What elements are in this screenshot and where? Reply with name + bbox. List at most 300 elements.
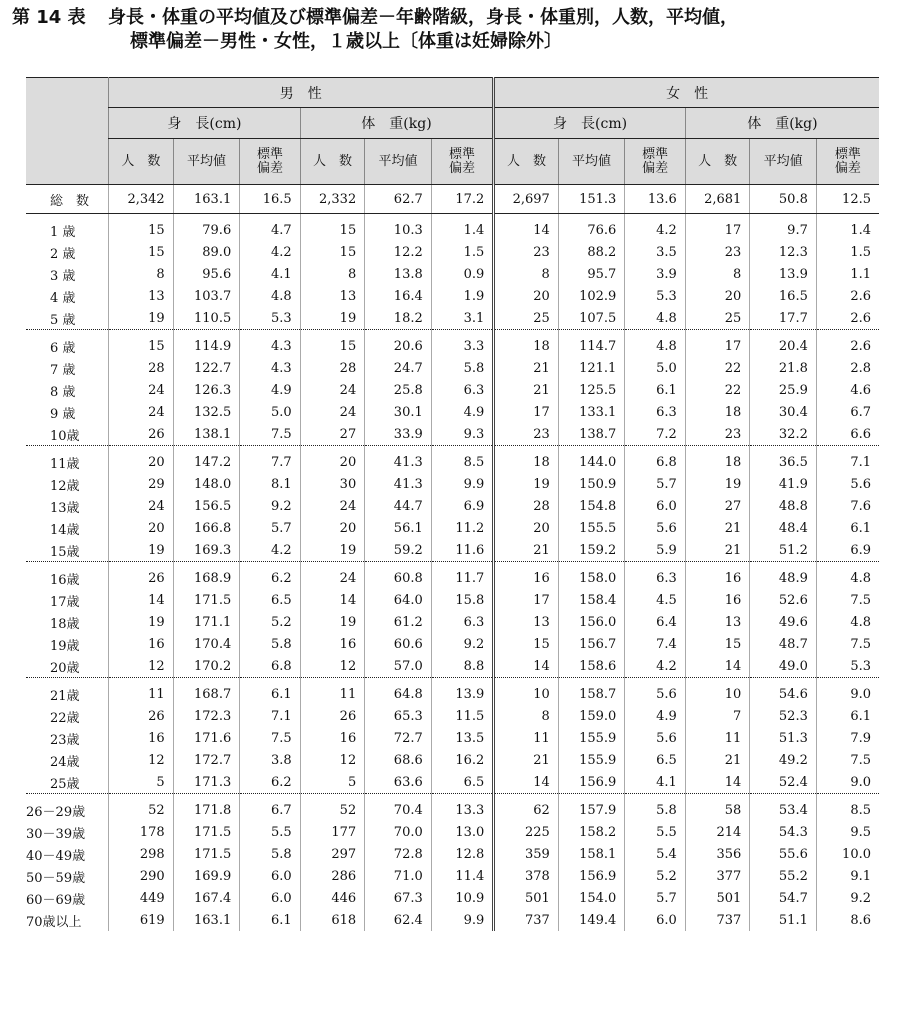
value-cell: 6.0 (625, 495, 685, 517)
value-cell: 121.1 (558, 357, 625, 379)
table-row (26, 705, 879, 727)
value-cell: 19 (494, 473, 559, 495)
value-cell: 18 (494, 330, 559, 358)
value-cell: 16 (300, 727, 365, 749)
value-cell: 72.7 (365, 727, 432, 749)
value-cell: 14 (494, 771, 559, 794)
age-label: 3 歳 (50, 268, 76, 284)
value-cell: 122.7 (173, 357, 240, 379)
value-cell: 14 (494, 655, 559, 678)
value-cell: 9.3 (431, 423, 494, 446)
age-label: 25歳 (26, 771, 109, 794)
value-cell: 20 (685, 285, 750, 307)
value-cell: 67.3 (365, 887, 432, 909)
value-cell: 14 (300, 589, 365, 611)
value-cell: 16 (494, 562, 559, 590)
value-cell: 4.2 (240, 241, 300, 263)
value-cell: 41.9 (750, 473, 817, 495)
value-cell: 4.9 (431, 401, 494, 423)
value-cell: 5.8 (240, 633, 300, 655)
table-row (26, 562, 879, 590)
value-cell: 156.5 (173, 495, 240, 517)
value-cell: 2,332 (300, 185, 365, 214)
value-cell: 1.5 (431, 241, 494, 263)
value-cell: 737 (685, 909, 750, 931)
table-row (26, 633, 879, 655)
value-cell: 155.9 (558, 749, 625, 771)
value-cell: 3.1 (431, 307, 494, 330)
value-cell: 297 (300, 843, 365, 865)
value-cell: 54.6 (750, 678, 817, 706)
value-cell: 150.9 (558, 473, 625, 495)
value-cell: 2,697 (494, 185, 559, 214)
table-row (26, 473, 879, 495)
value-cell: 89.0 (173, 241, 240, 263)
value-cell: 4.9 (240, 379, 300, 401)
age-label: 16歳 (50, 572, 80, 588)
value-cell: 20 (494, 285, 559, 307)
value-cell: 48.7 (750, 633, 817, 655)
value-cell: 7.5 (240, 423, 300, 446)
table-row (26, 611, 879, 633)
value-cell: 171.3 (173, 771, 240, 794)
value-cell: 1.5 (816, 241, 879, 263)
age-label: 6 歳 (50, 340, 76, 356)
value-cell: 6.5 (240, 589, 300, 611)
value-cell: 6.1 (240, 909, 300, 931)
header-female-height: 身 長(cm) (494, 108, 686, 139)
value-cell: 156.9 (558, 771, 625, 794)
value-cell: 15 (300, 241, 365, 263)
value-cell: 3.8 (240, 749, 300, 771)
value-cell: 16 (109, 727, 174, 749)
value-cell: 14 (109, 589, 174, 611)
value-cell: 21 (494, 749, 559, 771)
header-sd: 標準 偏差 (240, 139, 300, 185)
value-cell: 5.2 (625, 865, 685, 887)
value-cell: 52.4 (750, 771, 817, 794)
value-cell: 154.8 (558, 495, 625, 517)
value-cell: 49.0 (750, 655, 817, 678)
value-cell: 17 (685, 214, 750, 242)
value-cell: 20 (300, 446, 365, 474)
value-cell: 6.1 (625, 379, 685, 401)
value-cell: 13.0 (431, 821, 494, 843)
value-cell: 5.3 (625, 285, 685, 307)
value-cell: 178 (109, 821, 174, 843)
value-cell: 21 (685, 749, 750, 771)
value-cell: 13.9 (750, 263, 817, 285)
value-cell: 5.6 (816, 473, 879, 495)
header-mean: 平均値 (750, 139, 817, 185)
value-cell: 21.8 (750, 357, 817, 379)
value-cell: 61.2 (365, 611, 432, 633)
table-row (26, 843, 879, 865)
table-row (26, 495, 879, 517)
age-label: 17歳 (50, 594, 80, 610)
value-cell: 22 (685, 357, 750, 379)
age-label: 12歳 (50, 478, 80, 494)
value-cell: 60.6 (365, 633, 432, 655)
value-cell: 171.8 (173, 794, 240, 822)
value-cell: 168.7 (173, 678, 240, 706)
value-cell: 377 (685, 865, 750, 887)
value-cell: 7.5 (816, 749, 879, 771)
table-row (26, 357, 879, 379)
header-count: 人 数 (494, 139, 559, 185)
value-cell: 19 (109, 307, 174, 330)
value-cell: 449 (109, 887, 174, 909)
value-cell: 4.8 (816, 562, 879, 590)
value-cell: 71.0 (365, 865, 432, 887)
value-cell: 15 (109, 241, 174, 263)
age-label: 7 歳 (50, 362, 76, 378)
value-cell: 6.1 (816, 517, 879, 539)
value-cell: 168.9 (173, 562, 240, 590)
value-cell: 11.5 (431, 705, 494, 727)
age-label: 13歳 (50, 500, 80, 516)
value-cell: 2.6 (816, 285, 879, 307)
value-cell: 20.4 (750, 330, 817, 358)
value-cell: 6.2 (240, 562, 300, 590)
table-row (26, 517, 879, 539)
age-label: 総 数 (26, 185, 109, 214)
value-cell: 4.1 (240, 263, 300, 285)
value-cell: 125.5 (558, 379, 625, 401)
value-cell: 4.1 (625, 771, 685, 794)
value-cell: 20 (300, 517, 365, 539)
value-cell: 158.2 (558, 821, 625, 843)
value-cell: 13 (685, 611, 750, 633)
value-cell: 8 (494, 705, 559, 727)
value-cell: 41.3 (365, 473, 432, 495)
value-cell: 27 (685, 495, 750, 517)
table-row (26, 821, 879, 843)
value-cell: 6.3 (625, 401, 685, 423)
value-cell: 5.0 (625, 357, 685, 379)
table-row (26, 379, 879, 401)
value-cell: 6.2 (240, 771, 300, 794)
table-row (26, 307, 879, 330)
header-count: 人 数 (109, 139, 174, 185)
value-cell: 19 (300, 307, 365, 330)
value-cell: 17 (494, 589, 559, 611)
age-label: 9 歳 (50, 406, 76, 422)
value-cell: 5.2 (240, 611, 300, 633)
table-title (12, 6, 897, 54)
value-cell: 6.4 (625, 611, 685, 633)
value-cell: 1.4 (816, 214, 879, 242)
value-cell: 59.2 (365, 539, 432, 562)
age-label: 70歳以上 (26, 914, 82, 930)
value-cell: 11 (300, 678, 365, 706)
value-cell: 48.8 (750, 495, 817, 517)
value-cell: 13 (300, 285, 365, 307)
value-cell: 290 (109, 865, 174, 887)
value-cell: 6.9 (431, 495, 494, 517)
value-cell: 19 (300, 539, 365, 562)
value-cell: 20 (494, 517, 559, 539)
table-body (26, 185, 879, 932)
value-cell: 446 (300, 887, 365, 909)
value-cell: 8 (109, 263, 174, 285)
age-label: 24歳 (50, 754, 80, 770)
value-cell: 17 (685, 330, 750, 358)
value-cell: 0.9 (431, 263, 494, 285)
value-cell: 8.6 (816, 909, 879, 931)
value-cell: 5.0 (240, 401, 300, 423)
table-row (26, 401, 879, 423)
value-cell: 171.5 (173, 821, 240, 843)
value-cell: 6.3 (625, 562, 685, 590)
header-sd: 標準 偏差 (816, 139, 879, 185)
total-row (26, 185, 879, 214)
value-cell: 156.0 (558, 611, 625, 633)
value-cell: 11.4 (431, 865, 494, 887)
value-cell: 158.1 (558, 843, 625, 865)
value-cell: 5.4 (625, 843, 685, 865)
value-cell: 15 (109, 330, 174, 358)
value-cell: 68.6 (365, 749, 432, 771)
value-cell: 30 (300, 473, 365, 495)
age-label: 4 歳 (50, 290, 76, 306)
value-cell: 26 (109, 562, 174, 590)
value-cell: 15 (300, 330, 365, 358)
value-cell: 6.0 (240, 887, 300, 909)
value-cell: 618 (300, 909, 365, 931)
value-cell: 18 (685, 401, 750, 423)
value-cell: 13.8 (365, 263, 432, 285)
value-cell: 6.8 (625, 446, 685, 474)
value-cell: 4.2 (625, 214, 685, 242)
value-cell: 72.8 (365, 843, 432, 865)
value-cell: 15 (109, 214, 174, 242)
header-count: 人 数 (300, 139, 365, 185)
value-cell: 21 (494, 539, 559, 562)
header-subcolumns (26, 139, 879, 185)
value-cell: 51.3 (750, 727, 817, 749)
value-cell: 155.5 (558, 517, 625, 539)
value-cell: 51.1 (750, 909, 817, 931)
value-cell: 24 (109, 379, 174, 401)
value-cell: 170.2 (173, 655, 240, 678)
value-cell: 11 (685, 727, 750, 749)
value-cell: 12.8 (431, 843, 494, 865)
value-cell: 8.1 (240, 473, 300, 495)
value-cell: 171.6 (173, 727, 240, 749)
value-cell: 158.7 (558, 678, 625, 706)
value-cell: 7.1 (240, 705, 300, 727)
value-cell: 169.3 (173, 539, 240, 562)
value-cell: 16.2 (431, 749, 494, 771)
value-cell: 5.6 (625, 517, 685, 539)
header-sd: 標準 偏差 (625, 139, 685, 185)
value-cell: 5.6 (625, 678, 685, 706)
corner-cell (26, 78, 109, 185)
value-cell: 158.0 (558, 562, 625, 590)
value-cell: 20.6 (365, 330, 432, 358)
age-label: 23歳 (50, 732, 80, 748)
age-label: 30－39歳 (26, 826, 86, 842)
age-label: 14歳 (50, 522, 80, 538)
value-cell: 159.2 (558, 539, 625, 562)
value-cell: 49.6 (750, 611, 817, 633)
value-cell: 11 (109, 678, 174, 706)
value-cell: 6.7 (240, 794, 300, 822)
table-number: 第 14 表 (12, 7, 86, 28)
value-cell: 5 (109, 771, 174, 794)
value-cell: 30.4 (750, 401, 817, 423)
value-cell: 13.6 (625, 185, 685, 214)
value-cell: 5.3 (240, 307, 300, 330)
value-cell: 3.5 (625, 241, 685, 263)
value-cell: 29 (109, 473, 174, 495)
value-cell: 126.3 (173, 379, 240, 401)
value-cell: 163.1 (173, 909, 240, 931)
value-cell: 9.5 (816, 821, 879, 843)
value-cell: 156.9 (558, 865, 625, 887)
value-cell: 55.6 (750, 843, 817, 865)
value-cell: 70.4 (365, 794, 432, 822)
value-cell: 1.1 (816, 263, 879, 285)
value-cell: 4.8 (240, 285, 300, 307)
value-cell: 11.6 (431, 539, 494, 562)
value-cell: 171.5 (173, 589, 240, 611)
value-cell: 11.7 (431, 562, 494, 590)
value-cell: 149.4 (558, 909, 625, 931)
value-cell: 286 (300, 865, 365, 887)
value-cell: 22 (685, 379, 750, 401)
value-cell: 19 (109, 611, 174, 633)
value-cell: 298 (109, 843, 174, 865)
value-cell: 6.3 (431, 611, 494, 633)
value-cell: 114.9 (173, 330, 240, 358)
table-row (26, 771, 879, 794)
age-label: 11歳 (50, 456, 80, 472)
value-cell: 5.8 (431, 357, 494, 379)
value-cell: 8 (685, 263, 750, 285)
value-cell: 7.1 (816, 446, 879, 474)
value-cell: 57.0 (365, 655, 432, 678)
table-row (26, 727, 879, 749)
value-cell: 3.3 (431, 330, 494, 358)
value-cell: 18 (494, 446, 559, 474)
value-cell: 4.2 (625, 655, 685, 678)
value-cell: 24 (300, 495, 365, 517)
value-cell: 58 (685, 794, 750, 822)
value-cell: 5.9 (625, 539, 685, 562)
value-cell: 23 (685, 241, 750, 263)
header-mean: 平均値 (173, 139, 240, 185)
value-cell: 7.2 (625, 423, 685, 446)
value-cell: 8.5 (816, 794, 879, 822)
value-cell: 48.9 (750, 562, 817, 590)
age-label: 20歳 (26, 655, 109, 678)
value-cell: 16 (300, 633, 365, 655)
value-cell: 23 (685, 423, 750, 446)
value-cell: 12 (300, 749, 365, 771)
value-cell: 48.4 (750, 517, 817, 539)
value-cell: 214 (685, 821, 750, 843)
value-cell: 103.7 (173, 285, 240, 307)
value-cell: 172.3 (173, 705, 240, 727)
value-cell: 50.8 (750, 185, 817, 214)
value-cell: 4.3 (240, 357, 300, 379)
value-cell: 5.5 (625, 821, 685, 843)
value-cell: 8.8 (431, 655, 494, 678)
value-cell: 27 (300, 423, 365, 446)
value-cell: 19 (300, 611, 365, 633)
header-male-weight: 体 重(kg) (300, 108, 494, 139)
value-cell: 1.4 (431, 214, 494, 242)
value-cell: 51.2 (750, 539, 817, 562)
value-cell: 8 (300, 263, 365, 285)
value-cell: 133.1 (558, 401, 625, 423)
value-cell: 159.0 (558, 705, 625, 727)
value-cell: 10 (494, 678, 559, 706)
value-cell: 225 (494, 821, 559, 843)
value-cell: 110.5 (173, 307, 240, 330)
table-row (26, 285, 879, 307)
value-cell: 4.6 (816, 379, 879, 401)
value-cell: 17.7 (750, 307, 817, 330)
value-cell: 2.8 (816, 357, 879, 379)
value-cell: 21 (685, 539, 750, 562)
value-cell: 7.5 (816, 633, 879, 655)
value-cell: 62.4 (365, 909, 432, 931)
age-label: 2 歳 (50, 246, 76, 262)
value-cell: 5 (300, 771, 365, 794)
age-label: 18歳 (50, 616, 80, 632)
value-cell: 144.0 (558, 446, 625, 474)
value-cell: 5.8 (625, 794, 685, 822)
value-cell: 25.8 (365, 379, 432, 401)
value-cell: 5.6 (625, 727, 685, 749)
value-cell: 6.3 (431, 379, 494, 401)
value-cell: 19 (685, 473, 750, 495)
value-cell: 62 (494, 794, 559, 822)
value-cell: 12.2 (365, 241, 432, 263)
header-sd: 標準 偏差 (431, 139, 494, 185)
age-label: 1 歳 (50, 224, 76, 240)
value-cell: 6.1 (240, 678, 300, 706)
value-cell: 64.8 (365, 678, 432, 706)
value-cell: 14 (685, 655, 750, 678)
table-row (26, 749, 879, 771)
value-cell: 171.5 (173, 843, 240, 865)
value-cell: 4.7 (240, 214, 300, 242)
value-cell: 12.3 (750, 241, 817, 263)
value-cell: 55.2 (750, 865, 817, 887)
value-cell: 6.1 (816, 705, 879, 727)
value-cell: 2,342 (109, 185, 174, 214)
value-cell: 15 (300, 214, 365, 242)
table-row (26, 263, 879, 285)
value-cell: 359 (494, 843, 559, 865)
value-cell: 619 (109, 909, 174, 931)
value-cell: 16.4 (365, 285, 432, 307)
value-cell: 14 (494, 214, 559, 242)
value-cell: 9.9 (431, 473, 494, 495)
value-cell: 138.7 (558, 423, 625, 446)
value-cell: 4.8 (625, 307, 685, 330)
value-cell: 24 (109, 401, 174, 423)
age-label: 26－29歳 (26, 804, 86, 820)
value-cell: 26 (109, 705, 174, 727)
value-cell: 13.3 (431, 794, 494, 822)
value-cell: 24 (300, 379, 365, 401)
value-cell: 10.0 (816, 843, 879, 865)
